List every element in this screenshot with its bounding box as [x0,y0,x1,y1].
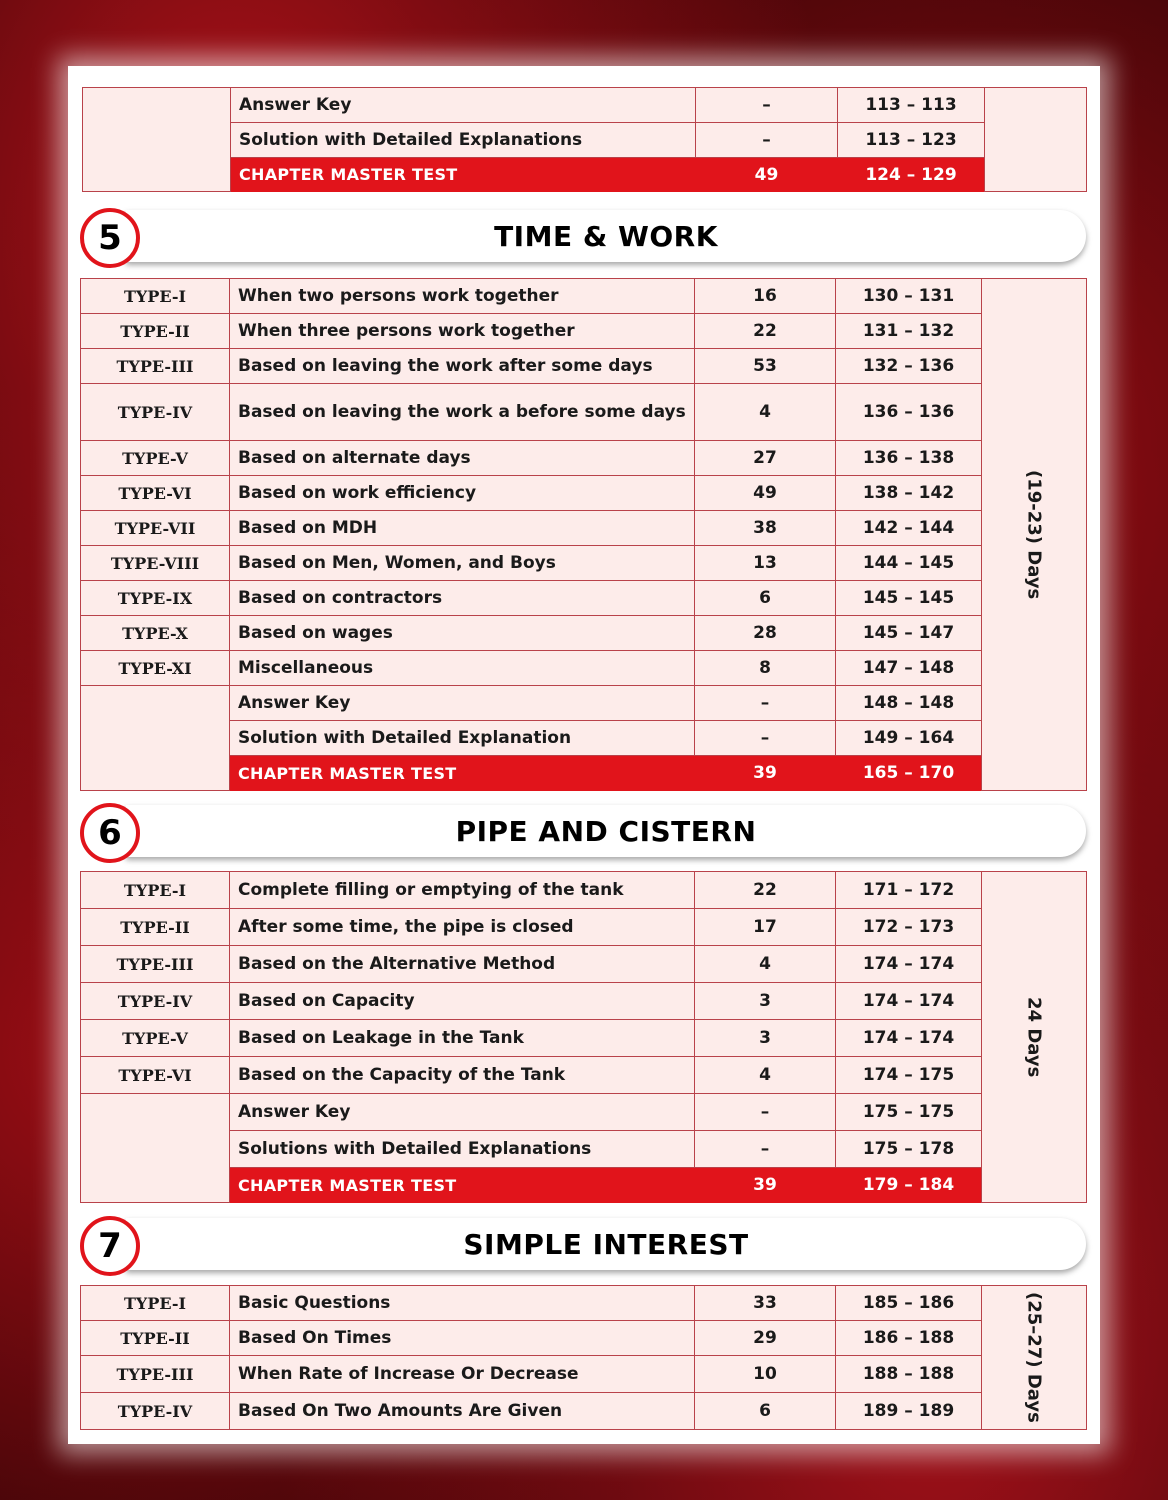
questions-cell: 4 [695,1057,836,1094]
type-cell: TYPE-XI [81,651,230,686]
type-cell: TYPE-IV [81,983,230,1020]
topic-cell: Answer Key [230,686,695,721]
days-label: (25–27) Days [1023,1292,1045,1423]
pages-cell: 136 – 136 [836,384,982,441]
questions-cell: 38 [695,511,836,546]
topic-cell: Based on Men, Women, and Boys [230,546,695,581]
topic-cell: Based on the Alternative Method [230,946,695,983]
table-row [81,909,1087,946]
topic-cell: Based on MDH [230,511,695,546]
questions-cell: 29 [695,1321,836,1356]
pages-cell: 179 – 184 [836,1168,982,1203]
topic-cell: Based on Capacity [230,983,695,1020]
type-cell: TYPE-II [81,1321,230,1356]
chapter-master-test-row [81,1168,1087,1203]
type-cell: TYPE-VIII [81,546,230,581]
toc-table-chapter-6 [80,871,1087,1203]
type-cell: TYPE-IV [81,384,230,441]
chapter-number: 5 [80,208,140,268]
questions-cell: 22 [695,872,836,909]
type-cell: TYPE-III [81,349,230,384]
table-row [81,581,1087,616]
questions-cell: – [696,123,838,158]
topic-cell: Solution with Detailed Explanations [231,123,696,158]
table-row [81,279,1087,314]
table-row [83,88,1087,123]
table-row [81,686,1087,721]
questions-cell: 49 [696,158,838,192]
questions-cell: 4 [695,384,836,441]
questions-cell: 3 [695,1020,836,1057]
toc-table-previous [82,87,1087,192]
pages-cell: 175 – 178 [836,1131,982,1168]
pages-cell: 165 – 170 [836,756,982,791]
topic-cell: Solution with Detailed Explanation [230,721,695,756]
questions-cell: – [696,88,838,123]
table-row [81,1286,1087,1321]
pages-cell: 136 – 138 [836,441,982,476]
table-row [81,1020,1087,1057]
toc-table-chapter-5 [80,278,1087,791]
type-cell-empty [81,686,230,791]
questions-cell: – [695,1094,836,1131]
pages-cell: 145 – 147 [836,616,982,651]
table-row [81,872,1087,909]
topic-cell: Based on leaving the work a before some days [230,384,695,441]
type-cell: TYPE-X [81,616,230,651]
table-row [81,1094,1087,1131]
topic-cell: Solutions with Detailed Explanations [230,1131,695,1168]
type-cell: TYPE-V [81,441,230,476]
topic-cell: Complete filling or emptying of the tank [230,872,695,909]
pages-cell: 138 – 142 [836,476,982,511]
pages-cell: 148 – 148 [836,686,982,721]
table-row [81,651,1087,686]
questions-cell: 6 [695,1393,836,1430]
pages-cell: 130 – 131 [836,279,982,314]
pages-cell: 188 – 188 [836,1356,982,1393]
type-cell: TYPE-V [81,1020,230,1057]
table-row [83,123,1087,158]
questions-cell: – [695,721,836,756]
topic-cell: Based on contractors [230,581,695,616]
questions-cell: – [695,1131,836,1168]
questions-cell: 16 [695,279,836,314]
pages-cell: 186 – 188 [836,1321,982,1356]
chapter-header [80,803,1086,861]
chapter-number: 7 [80,1216,140,1276]
chapter-header [80,1216,1086,1274]
pages-cell: 189 – 189 [836,1393,982,1430]
questions-cell: 4 [695,946,836,983]
questions-cell: 28 [695,616,836,651]
topic-cell: Based on Leakage in the Tank [230,1020,695,1057]
table-row [81,546,1087,581]
days-cell-empty [985,88,1087,192]
table-row [81,946,1087,983]
table-row [81,1356,1087,1393]
topic-cell: Answer Key [230,1094,695,1131]
questions-cell: 6 [695,581,836,616]
toc-table-chapter-7 [80,1285,1087,1430]
chapter-header [80,208,1086,266]
type-cell: TYPE-III [81,946,230,983]
pages-cell: 124 – 129 [838,158,985,192]
questions-cell: 39 [695,756,836,791]
type-cell-empty [83,88,231,192]
table-row [81,384,1087,441]
topic-cell: Based on work efficiency [230,476,695,511]
pages-cell: 174 – 175 [836,1057,982,1094]
questions-cell: 13 [695,546,836,581]
questions-cell: 22 [695,314,836,349]
type-cell: TYPE-VI [81,1057,230,1094]
type-cell: TYPE-VI [81,476,230,511]
questions-cell: 8 [695,651,836,686]
days-cell [982,279,1087,791]
chapter-master-test-row [81,756,1087,791]
topic-cell: Based on alternate days [230,441,695,476]
table-row [81,1131,1087,1168]
table-row [81,314,1087,349]
chapter-title: TIME & WORK [494,219,718,253]
table-row [81,983,1087,1020]
topic-cell: CHAPTER MASTER TEST [230,756,695,791]
table-row [81,721,1087,756]
pages-cell: 174 – 174 [836,983,982,1020]
table-row [81,1057,1087,1094]
type-cell-empty [81,1094,230,1203]
topic-cell: Basic Questions [230,1286,695,1321]
questions-cell: 49 [695,476,836,511]
topic-cell: When two persons work together [230,279,695,314]
questions-cell: 17 [695,909,836,946]
table-row [81,441,1087,476]
pages-cell: 174 – 174 [836,1020,982,1057]
questions-cell: 10 [695,1356,836,1393]
pages-cell: 175 – 175 [836,1094,982,1131]
days-cell [982,1286,1087,1430]
table-row [81,476,1087,511]
days-cell [982,872,1087,1203]
topic-cell: Answer Key [231,88,696,123]
pages-cell: 144 – 145 [836,546,982,581]
table-row [81,1321,1087,1356]
pages-cell: 131 – 132 [836,314,982,349]
type-cell: TYPE-II [81,909,230,946]
topic-cell: After some time, the pipe is closed [230,909,695,946]
questions-cell: 27 [695,441,836,476]
table-row [81,1393,1087,1430]
pages-cell: 147 – 148 [836,651,982,686]
table-row [81,349,1087,384]
chapter-title: SIMPLE INTEREST [463,1227,749,1261]
pages-cell: 185 – 186 [836,1286,982,1321]
topic-cell: Based On Times [230,1321,695,1356]
topic-cell: When Rate of Increase Or Decrease [230,1356,695,1393]
pages-cell: 171 – 172 [836,872,982,909]
chapter-number: 6 [80,803,140,863]
pages-cell: 145 – 145 [836,581,982,616]
days-label: (19-23) Days [1023,469,1045,600]
questions-cell: 33 [695,1286,836,1321]
pages-cell: 142 – 144 [836,511,982,546]
questions-cell: 53 [695,349,836,384]
type-cell: TYPE-I [81,279,230,314]
topic-cell: CHAPTER MASTER TEST [231,158,696,192]
type-cell: TYPE-IV [81,1393,230,1430]
pages-cell: 172 – 173 [836,909,982,946]
type-cell: TYPE-III [81,1356,230,1393]
pages-cell: 113 – 123 [838,123,985,158]
type-cell: TYPE-I [81,872,230,909]
table-row [81,616,1087,651]
topic-cell: Based On Two Amounts Are Given [230,1393,695,1430]
topic-cell: Based on leaving the work after some days [230,349,695,384]
days-label: 24 Days [1023,996,1045,1078]
type-cell: TYPE-I [81,1286,230,1321]
topic-cell: When three persons work together [230,314,695,349]
questions-cell: 3 [695,983,836,1020]
chapter-master-test-row [83,158,1087,192]
pages-cell: 174 – 174 [836,946,982,983]
pages-cell: 149 – 164 [836,721,982,756]
chapter-title: PIPE AND CISTERN [455,814,757,848]
table-row [81,511,1087,546]
type-cell: TYPE-IX [81,581,230,616]
type-cell: TYPE-II [81,314,230,349]
topic-cell: CHAPTER MASTER TEST [230,1168,695,1203]
type-cell: TYPE-VII [81,511,230,546]
topic-cell: Based on wages [230,616,695,651]
topic-cell: Based on the Capacity of the Tank [230,1057,695,1094]
pages-cell: 113 – 113 [838,88,985,123]
topic-cell: Miscellaneous [230,651,695,686]
pages-cell: 132 – 136 [836,349,982,384]
questions-cell: – [695,686,836,721]
questions-cell: 39 [695,1168,836,1203]
